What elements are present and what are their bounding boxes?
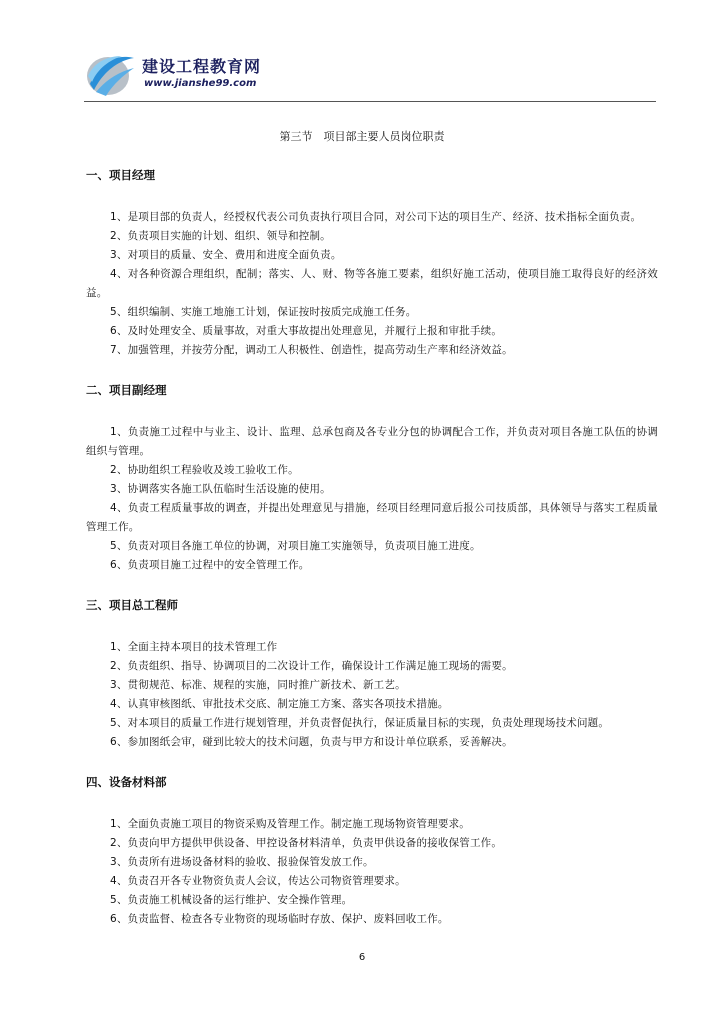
list-item: 2、协助组织工程验收及竣工验收工作。 [110, 464, 299, 476]
list-item: 6、及时处理安全、质量事故，对重大事故提出处理意见，并履行上报和审批手续。 [110, 325, 503, 337]
list-item: 5、负责对项目各施工单位的协调，对项目施工实施领导，负责项目施工进度。 [110, 540, 481, 552]
list-item: 5、对本项目的质量工作进行规划管理，并负责督促执行，保证质量目标的实现，负责处理现场技术问题。 [110, 717, 610, 729]
list-item: 4、负责工程质量事故的调查，并提出处理意见与措施，经项目经理同意后报公司技质部，具体领导与落实工程质量管理工作。 [86, 502, 658, 533]
section-heading: 一、项目经理 [86, 168, 155, 182]
list-item: 6、负责项目施工过程中的安全管理工作。 [110, 559, 310, 571]
list-item: 1、是项目部的负责人，经授权代表公司负责执行项目合同，对公司下达的项目生产、经济、技术指标全面负责。 [110, 211, 642, 223]
list-item: 5、负责施工机械设备的运行维护、安全操作管理。 [110, 894, 353, 906]
section-heading: 三、项目总工程师 [86, 598, 178, 612]
section-deputy-manager [86, 381, 658, 575]
list-item: 7、加强管理，并按劳分配，调动工人积极性、创造性，提高劳动生产率和经济效益。 [110, 344, 513, 356]
list-item: 2、负责项目实施的计划、组织、领导和控制。 [110, 230, 331, 242]
list-item: 4、对各种资源合理组织，配制；落实、人、财、物等各施工要素，组织好施工活动，使项目施工取得良好的经济效益。 [86, 268, 658, 299]
page-number: 6 [358, 952, 366, 963]
list-item: 2、负责组织、指导、协调项目的二次设计工作，确保设计工作满足施工现场的需要。 [110, 660, 513, 672]
list-item: 4、认真审核图纸、审批技术交底、制定施工方案、落实各项技术措施。 [110, 698, 449, 710]
list-item: 3、协调落实各施工队伍临时生活设施的使用。 [110, 483, 331, 495]
list-item: 6、参加图纸会审，碰到比较大的技术问题，负责与甲方和设计单位联系，妥善解决。 [110, 736, 513, 748]
list-item: 1、全面负责施工项目的物资采购及管理工作。制定施工现场物资管理要求。 [110, 818, 470, 830]
list-item: 3、负责所有进场设备材料的验收、报验保管发放工作。 [110, 856, 374, 868]
globe-swoosh-logo-icon [84, 50, 136, 98]
section-heading: 二、项目副经理 [86, 383, 167, 397]
section-title: 第三节 项目部主要人员岗位职责 [279, 130, 445, 143]
site-url[interactable]: www.jianshe99.com [144, 78, 257, 89]
site-name: 建设工程教育网 [142, 57, 262, 76]
site-header [84, 44, 656, 102]
list-item: 3、贯彻规范、标准、规程的实施，同时推广新技术、新工艺。 [110, 679, 406, 691]
section-chief-engineer [86, 596, 658, 752]
header-divider [84, 101, 656, 102]
section-heading: 四、设备材料部 [86, 775, 167, 789]
list-item: 6、负责监督、检查各专业物资的现场临时存放、保护、废料回收工作。 [110, 913, 449, 925]
list-item: 3、对项目的质量、安全、费用和进度全面负责。 [110, 249, 342, 261]
section-equipment-materials [86, 773, 658, 929]
document-body [86, 166, 658, 929]
section-project-manager [86, 166, 658, 360]
list-item: 1、全面主持本项目的技术管理工作 [110, 641, 278, 653]
list-item: 4、负责召开各专业物资负责人会议，传达公司物资管理要求。 [110, 875, 406, 887]
list-item: 2、负责向甲方提供甲供设备、甲控设备材料清单，负责甲供设备的接收保管工作。 [110, 837, 503, 849]
list-item: 5、组织编制、实施工地施工计划，保证按时按质完成施工任务。 [110, 306, 417, 318]
list-item: 1、负责施工过程中与业主、设计、监理、总承包商及各专业分包的协调配合工作，并负责对项目各施工队伍的协调组织与管理。 [86, 426, 658, 457]
